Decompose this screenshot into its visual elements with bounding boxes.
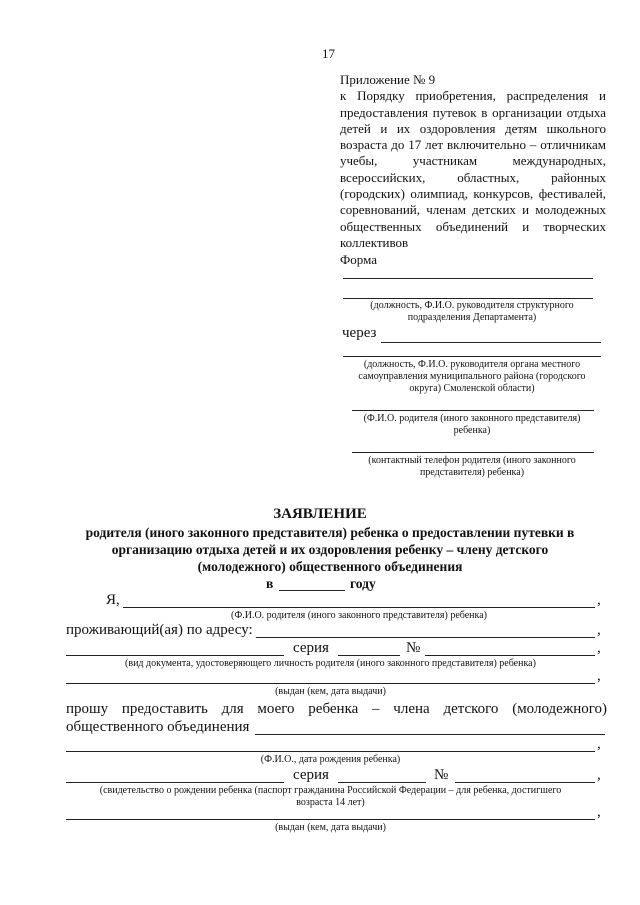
caption-head: [343, 300, 601, 324]
caption-local-line: округа) Смоленской области): [409, 383, 535, 394]
issued-line-2[interactable]: [66, 819, 595, 820]
caption-phone: [343, 455, 601, 479]
appendix-line: к Порядку приобретения, распределения и: [340, 88, 606, 104]
appendix-line: учебы, участникам международных,: [340, 153, 606, 169]
appendix-line: возраста до 17 лет включительно – отличникам: [340, 137, 606, 153]
appendix-line: коллективов: [340, 234, 409, 250]
via-line-2[interactable]: [343, 356, 601, 357]
caption-cert-line: возраста 14 лет): [296, 797, 365, 808]
caption-child: (Ф.И.О., дата рождения ребенка): [260, 754, 401, 765]
doc-series-line[interactable]: [338, 655, 400, 656]
doc-type-line[interactable]: [66, 655, 284, 656]
appendix-line: соревнований, членам детских и молодежных: [340, 202, 606, 218]
caption-parent-name: (Ф.И.О. родителя (иного законного представителя) ребенка): [231, 610, 487, 621]
subtitle-line: (молодежного) общественного объединения: [197, 559, 463, 574]
cert-series-line[interactable]: [338, 782, 426, 783]
caption-issued: (выдан (кем, дата выдачи): [275, 686, 386, 697]
page-number: 17: [322, 46, 335, 61]
appendix-line: детей и их оздоровления детям школьного: [340, 120, 606, 136]
appendix-block: [340, 72, 606, 251]
appendix-line: общественных объединений и творческих: [340, 218, 606, 234]
comma: ,: [597, 592, 601, 608]
i-label: Я,: [106, 592, 120, 608]
year-prefix: в: [266, 576, 274, 591]
via-label: через: [342, 325, 377, 341]
parent-name-line[interactable]: [352, 410, 594, 411]
number-label: №: [406, 640, 421, 656]
address-label: проживающий(ая) по адресу:: [66, 622, 253, 638]
issued-line[interactable]: [66, 683, 595, 684]
request-line-2: общественного объединения: [66, 719, 250, 735]
series-label: серия: [293, 640, 329, 656]
series-label: серия: [293, 767, 329, 783]
head-name-line-1[interactable]: [343, 278, 593, 279]
address-line[interactable]: [256, 637, 595, 638]
year-suffix: году: [350, 576, 376, 591]
phone-line[interactable]: [352, 452, 594, 453]
caption-local-line: самоуправления муниципального района (городского: [358, 371, 586, 382]
number-label: №: [434, 767, 449, 783]
form-label: Форма: [340, 252, 377, 267]
caption-doc: (вид документа, удостоверяющего личность родителя (иного законного представителя) ребенка): [125, 658, 536, 669]
statement-subtitle: [60, 524, 600, 575]
caption-parent-line: (Ф.И.О. родителя (иного законного представителя): [363, 413, 581, 424]
subtitle-line: организацию отдыха детей и их оздоровления ребенку – члену детского: [111, 542, 549, 557]
comma: ,: [597, 736, 601, 752]
caption-issued-2: (выдан (кем, дата выдачи): [275, 822, 386, 833]
year-input-line[interactable]: [279, 590, 345, 591]
cert-number-line[interactable]: [455, 782, 595, 783]
caption-local-line: (должность, Ф.И.О. руководителя органа местного: [363, 359, 581, 370]
cert-type-line[interactable]: [66, 782, 284, 783]
appendix-line: всероссийских, областных, районных: [340, 169, 606, 185]
comma: ,: [597, 668, 601, 684]
caption-parent: [343, 413, 601, 437]
comma: ,: [597, 767, 601, 783]
appendix-line: (городских) олимпиад, конкурсов, фестивалей,: [340, 186, 606, 202]
caption-local: [343, 359, 601, 395]
child-fio-line[interactable]: [66, 751, 595, 752]
caption-parent-line: ребенка): [453, 425, 491, 436]
via-line-1[interactable]: [381, 342, 601, 343]
caption-head-line: подразделения Департамента): [407, 312, 537, 323]
appendix-line: предоставления путевок в организации отдыха: [340, 104, 606, 120]
comma: ,: [597, 640, 601, 656]
parent-fio-line[interactable]: [123, 607, 595, 608]
request-line-1: прошу предоставить для моего ребенка – члена детского (молодежного): [66, 701, 607, 717]
head-name-line-2[interactable]: [343, 298, 593, 299]
comma: ,: [597, 804, 601, 820]
comma: ,: [597, 622, 601, 638]
caption-phone-line: представителя) ребенка): [419, 467, 525, 478]
subtitle-line: родителя (иного законного представителя) ребенка о предоставлении путевки в: [85, 525, 575, 540]
caption-cert-line: (свидетельство о рождении ребенка (паспорт гражданина Российской Федерации – для ребенка, достигшего: [99, 785, 562, 796]
caption-head-line: (должность, Ф.И.О. руководителя структурного: [370, 300, 574, 311]
doc-number-line[interactable]: [425, 655, 595, 656]
statement-title: ЗАЯВЛЕНИЕ: [273, 506, 367, 522]
association-line[interactable]: [255, 734, 605, 735]
appendix-title: Приложение № 9: [340, 72, 436, 87]
caption-cert: [66, 785, 595, 809]
caption-phone-line: (контактный телефон родителя (иного законного: [368, 455, 576, 466]
